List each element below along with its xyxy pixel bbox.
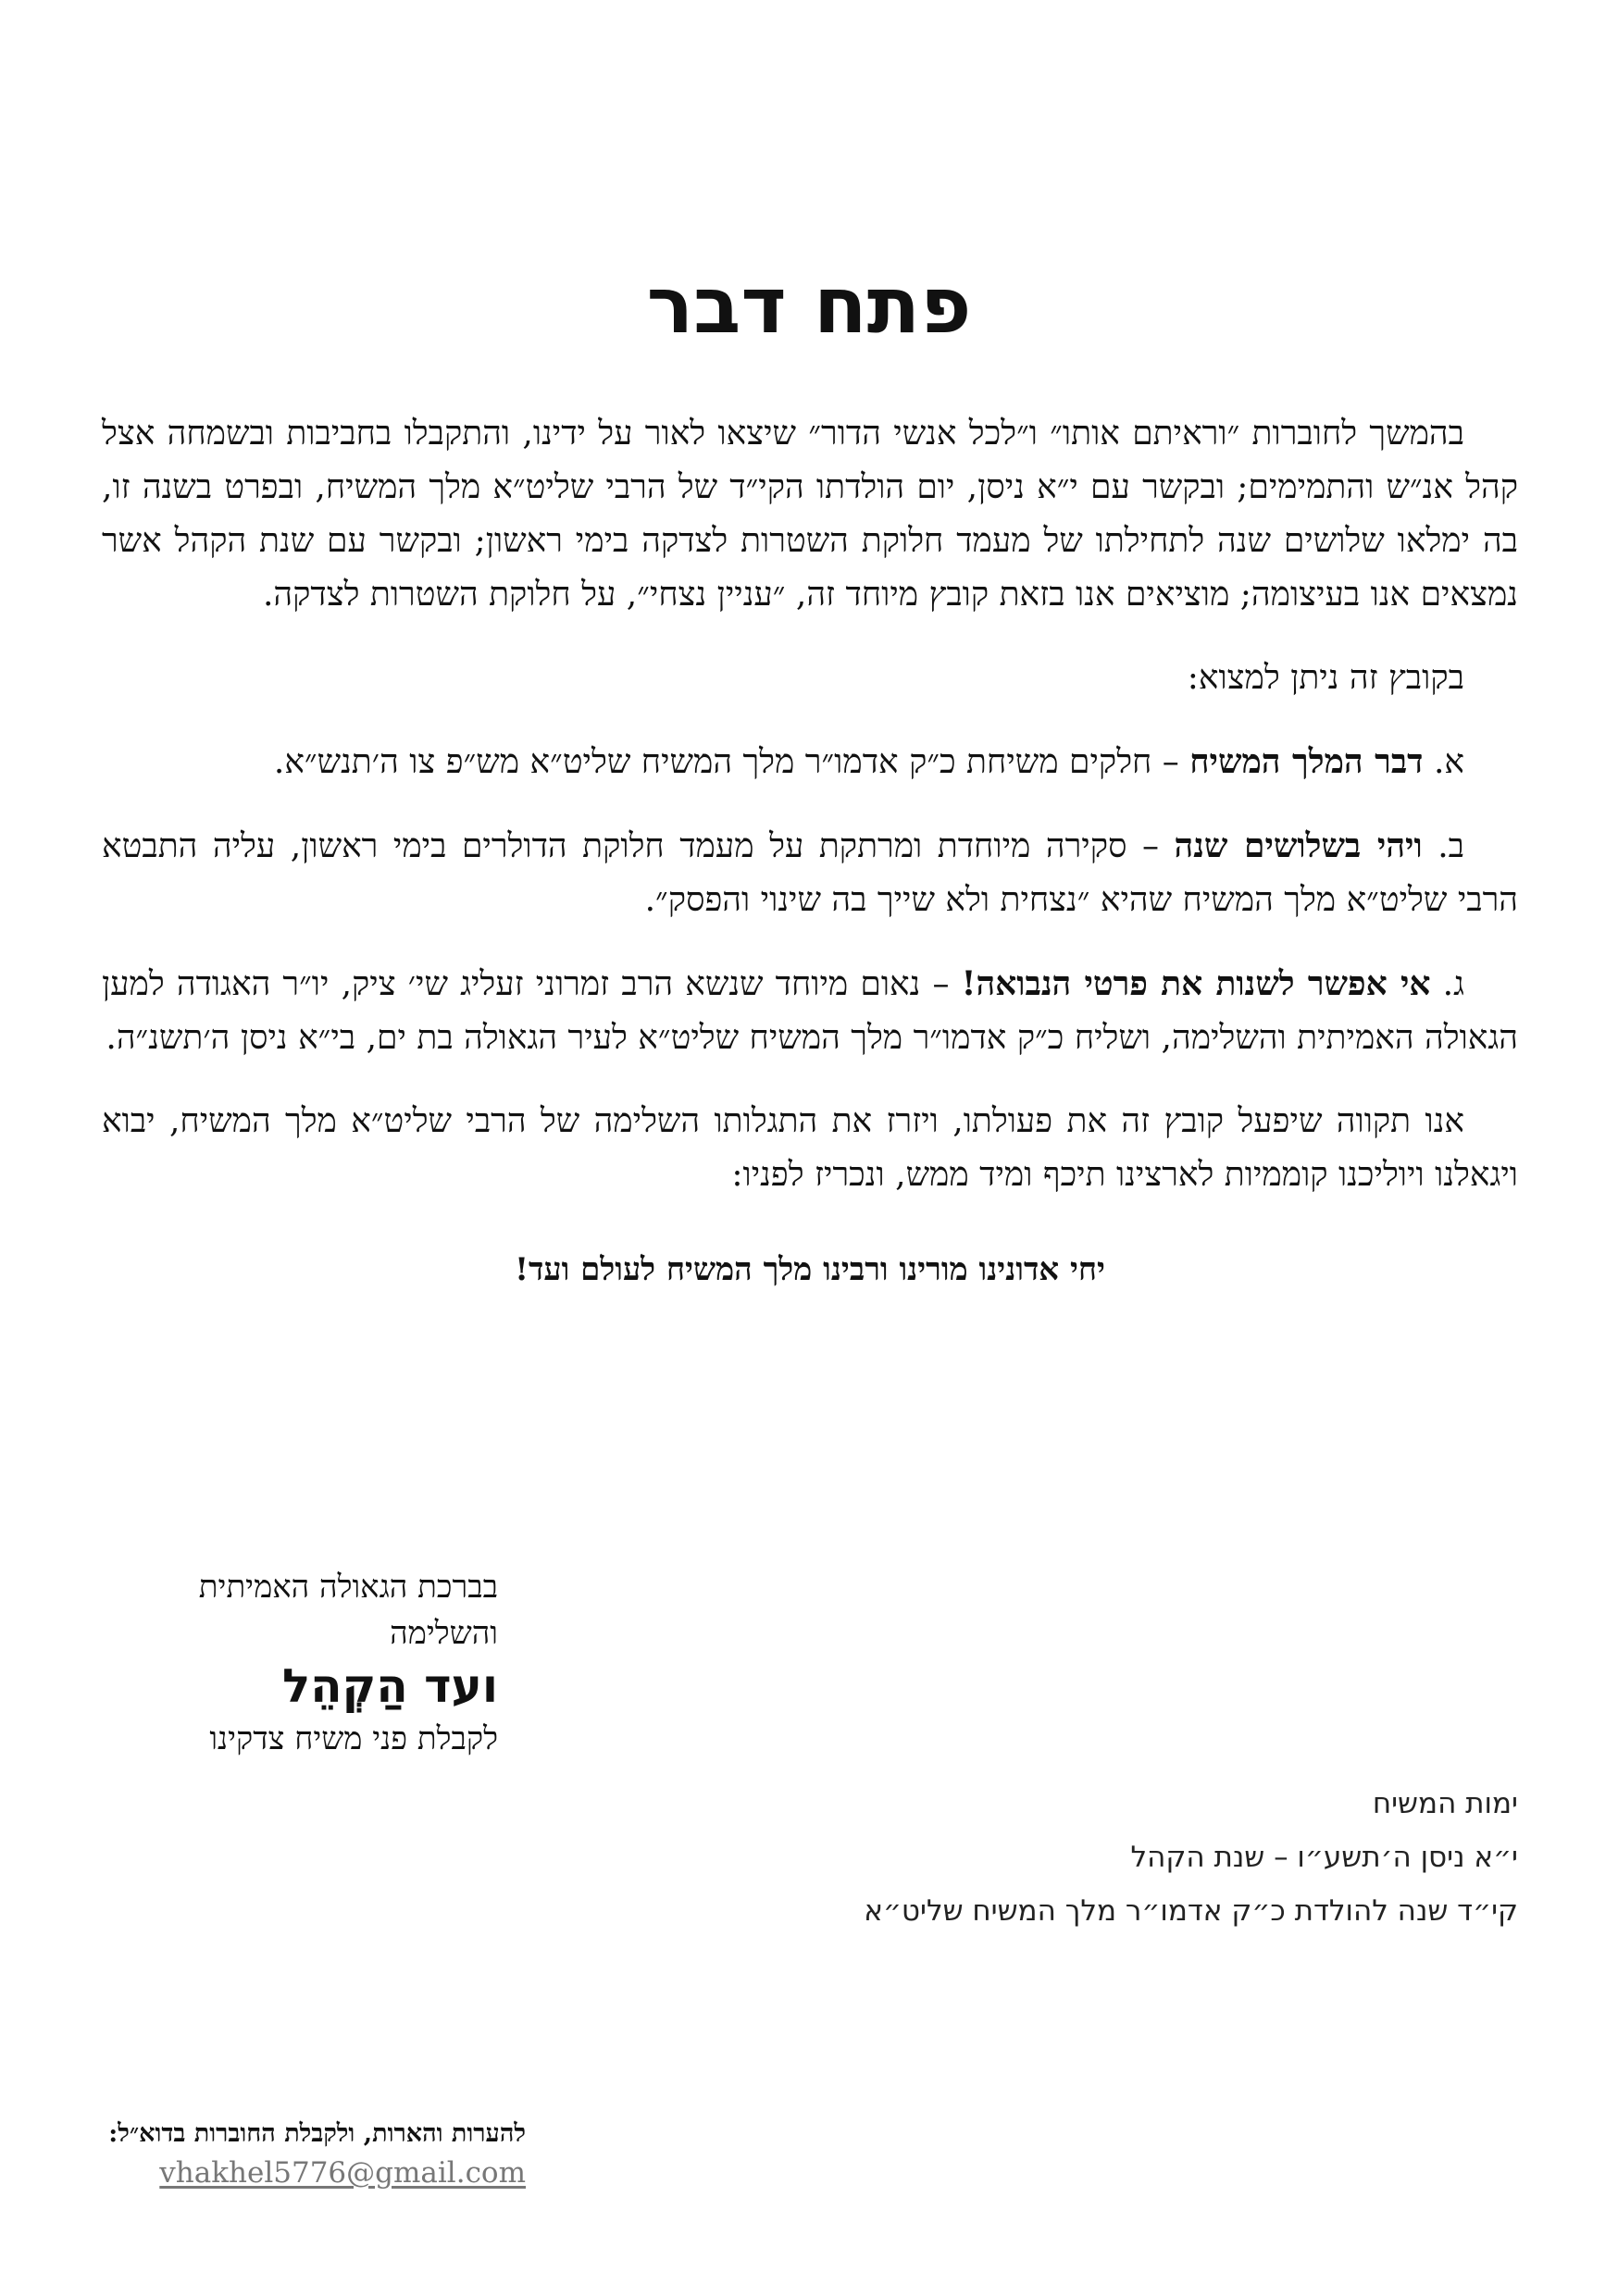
signature-subtitle: לקבלת פני משיח צדקינו: [209, 1720, 498, 1757]
intro-paragraph: בהמשך לחוברות ״וראיתם אותו״ ו״לכל אנשי הדור״ שיצאו לאור על ידינו, והתקבלו בחביבות ובשמחה אצל קהל אנ״ש והתמימים; ובקשר עם י״א ניסן, יום הולדתו הקי״ד של הרבי שליט״א מלך המשיח, ובפרט בשנה זו, בה ימלאו שלושים שנה לתחילתו של מעמד חלוקת השטרות לצדקה בימי ראשון; ובקשר עם שנת הקהל אשר נמצאים אנו בעיצומה; מוציאים אנו בזאת קובץ מיוחד זה, ״עניין נצחי״, על חלוקת השטרות לצדקה.: [102, 415, 1518, 614]
signature-block: [91, 1564, 498, 1762]
item-letter: א.: [1433, 743, 1464, 781]
contents-heading: בקובץ זה ניתן למצוא:: [1187, 659, 1464, 697]
signature-blessing: בברכת הגאולה האמיתית והשלימה: [198, 1569, 498, 1652]
item-title: דבר המלך המשיח: [1189, 742, 1424, 781]
page-title: פתח דבר: [646, 260, 972, 351]
list-item: [102, 957, 1518, 1065]
proclamation: יחי אדונינו מורינו ורבינו מלך המשיח לעולם ועד!: [515, 1251, 1105, 1288]
date-line-1: ימות המשיח: [1372, 1787, 1518, 1820]
item-text: – סקירה מיוחדת ומרתקת על מעמד חלוקת הדולרים בימי ראשון, עליה התבטא הרבי שליט״א מלך המשיח שהיא ״נצחית ולא שייך בה שינוי והפסק״.: [102, 827, 1518, 919]
email-link[interactable]: vhakhel5776@gmail.com: [159, 2156, 526, 2190]
body-text: [102, 407, 1518, 1337]
item-letter: ג.: [1442, 965, 1464, 1003]
date-block: [685, 1777, 1518, 1938]
date-line-3: קי״ד שנה להולדת כ״ק אדמו״ר מלך המשיח שליט״א: [864, 1894, 1518, 1928]
item-text: – חלקים משיחת כ״ק אדמו״ר מלך המשיח שליט״א מש״פ צו ה׳תנש״א.: [273, 743, 1190, 781]
signature-committee: ועד הַקְהֵל: [281, 1659, 498, 1713]
item-text: – נאום מיוחד שנשא הרב זמרוני זעליג שי׳ ציק, יו״ר האגודה למען הגאולה האמיתית והשלימה, ושליח כ״ק אדמו״ר מלך המשיח שליט״א לעיר הגאולה בת ים, בי״א ניסן ה׳תשנ״ה.: [102, 965, 1518, 1057]
contact-block: [63, 2115, 526, 2194]
item-letter: ב.: [1438, 827, 1465, 865]
item-title: ויהי בשלושים שנה: [1174, 826, 1423, 865]
date-line-2: י״א ניסן ה׳תשע״ו – שנת הקהל: [1130, 1841, 1518, 1874]
closing-paragraph: אנו תקווה שיפעל קובץ זה את פעולתו, ויזרז את התגלותו השלימה של הרבי שליט״א מלך המשיח, יבוא ויגאלנו ויוליכנו קוממיות לארצינו תיכף ומיד ממש, ונכריז לפניו:: [102, 1102, 1518, 1194]
list-item: [102, 819, 1518, 927]
list-item: [102, 735, 1518, 789]
item-title: אי אפשר לשנות את פרטי הנבואה!: [961, 964, 1431, 1003]
contact-label: להערות והארות, ולקבלת החוברות בדוא״ל:: [108, 2119, 526, 2148]
